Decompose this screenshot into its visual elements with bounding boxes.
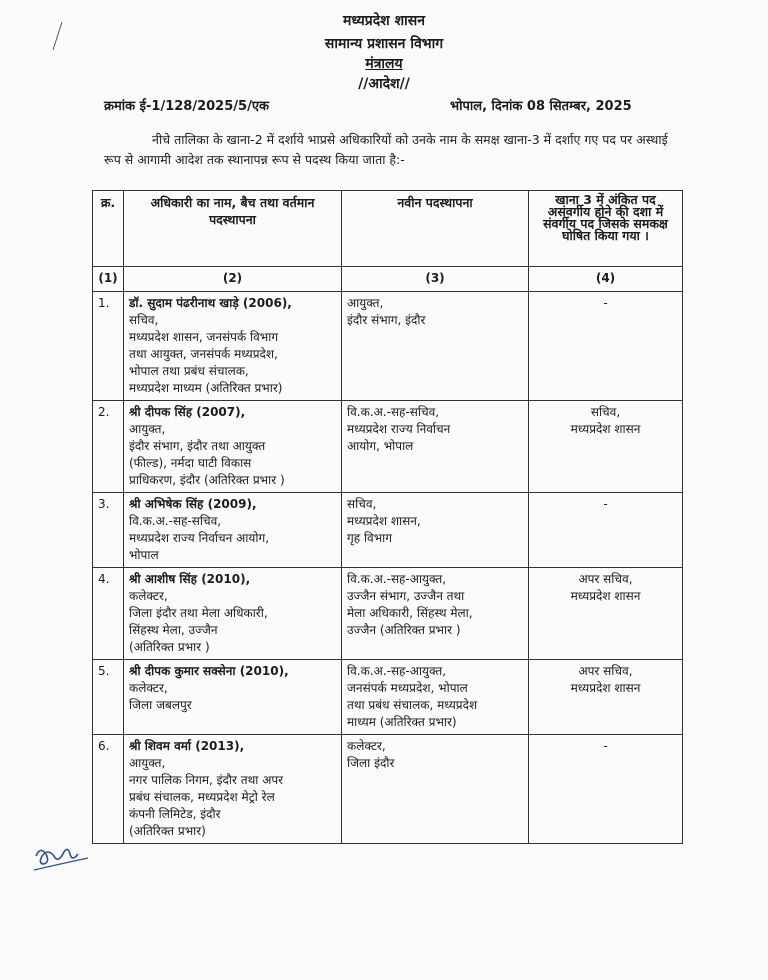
officer-cell <box>124 568 342 660</box>
new-posting-line: मध्यप्रदेश शासन, <box>347 514 421 528</box>
new-posting-line: सचिव, <box>347 497 377 511</box>
column-number: (2) <box>124 267 342 292</box>
current-posting-line: कलेक्टर, <box>129 681 168 695</box>
officer-cell <box>124 493 342 568</box>
current-posting-line: (अतिरिक्त प्रभार) <box>129 824 206 838</box>
table-row <box>93 292 683 401</box>
header-order: //आदेश// <box>358 76 410 92</box>
place-date: भोपाल, दिनांक 08 सितम्बर, 2025 <box>450 99 632 114</box>
equivalent-post-line: अपर सचिव, <box>578 664 633 678</box>
header-ministry: मंत्रालय <box>365 56 403 72</box>
current-posting-line: प्राधिकरण, इंदौर (अतिरिक्त प्रभार ) <box>129 473 285 487</box>
officer-cell <box>124 401 342 493</box>
current-posting-line: (फील्ड), नर्मदा घाटी विकास <box>129 456 252 470</box>
officer-name: श्री दीपक सिंह (2007), <box>129 405 246 419</box>
new-posting-cell <box>342 568 529 660</box>
officer-name: श्री दीपक कुमार सक्सेना (2010), <box>129 664 289 678</box>
row-serial: 1. <box>93 292 124 401</box>
equivalent-post-line: मध्यप्रदेश शासन <box>570 422 641 436</box>
officer-cell <box>124 660 342 735</box>
equivalent-post-cell <box>529 568 683 660</box>
new-posting-line: कलेक्टर, <box>347 739 386 753</box>
officer-name: श्री अभिषेक सिंह (2009), <box>129 497 257 511</box>
order-number: क्रमांक ई-1/128/2025/5/एक <box>104 99 269 114</box>
equivalent-post-cell <box>529 493 683 568</box>
header-new-posting: नवीन पदस्थापना <box>342 191 529 267</box>
current-posting-line: नगर पालिक निगम, इंदौर तथा अपर <box>129 773 284 787</box>
current-posting-line: प्रबंध संचालक, मध्यप्रदेश मेट्रो रेल <box>129 790 275 804</box>
new-posting-line: माध्यम (अतिरिक्त प्रभार) <box>347 715 457 729</box>
current-posting-line: मध्यप्रदेश माध्यम (अतिरिक्त प्रभार) <box>129 381 283 395</box>
equivalent-post-line: - <box>603 296 608 310</box>
new-posting-line: मेला अधिकारी, सिंहस्थ मेला, <box>347 606 473 620</box>
equivalent-post-line: अपर सचिव, <box>578 572 633 586</box>
table-row <box>93 660 683 735</box>
equivalent-post-line: सचिव, <box>590 405 621 419</box>
new-posting-line: उज्जैन (अतिरिक्त प्रभार ) <box>347 623 461 637</box>
new-posting-cell <box>342 735 529 844</box>
officer-name: श्री शिवम वर्मा (2013), <box>129 739 245 753</box>
header-department: सामान्य प्रशासन विभाग <box>324 36 444 52</box>
current-posting-line: भोपाल <box>129 548 159 562</box>
equivalent-post-cell <box>529 401 683 493</box>
officer-cell <box>124 735 342 844</box>
equivalent-post-cell <box>529 292 683 401</box>
officer-name: श्री आशीष सिंह (2010), <box>129 572 251 586</box>
table-row <box>93 401 683 493</box>
current-posting-line: (अतिरिक्त प्रभार ) <box>129 640 210 654</box>
new-posting-line: वि.क.अ.-सह-आयुक्त, <box>347 572 447 586</box>
equivalent-post-line: - <box>603 739 608 753</box>
signature-mark <box>30 834 94 880</box>
table-row <box>93 735 683 844</box>
officer-name: डॉ. सुदाम पंढरीनाथ खाड़े (2006), <box>129 296 292 310</box>
current-posting-line: सिंहस्थ मेला, उज्जैन <box>129 623 218 637</box>
new-posting-line: इंदौर संभाग, इंदौर <box>347 313 426 327</box>
header-officer: अधिकारी का नाम, बैच तथा वर्तमान पदस्थापना <box>124 191 342 267</box>
equivalent-post-cell <box>529 735 683 844</box>
current-posting-line: मध्यप्रदेश शासन, जनसंपर्क विभाग <box>129 330 279 344</box>
table-header-row <box>93 191 683 267</box>
current-posting-line: जिला जबलपुर <box>129 698 192 712</box>
current-posting-line: मध्यप्रदेश राज्य निर्वाचन आयोग, <box>129 531 270 545</box>
current-posting-line: वि.क.अ.-सह-सचिव, <box>129 514 222 528</box>
row-serial: 2. <box>93 401 124 493</box>
new-posting-line: उज्जैन संभाग, उज्जैन तथा <box>347 589 465 603</box>
posting-table <box>92 190 683 844</box>
new-posting-line: जनसंपर्क मध्यप्रदेश, भोपाल <box>347 681 468 695</box>
table-row <box>93 568 683 660</box>
current-posting-line: जिला इंदौर तथा मेला अधिकारी, <box>129 606 268 620</box>
column-number: (3) <box>342 267 529 292</box>
new-posting-line: मध्यप्रदेश राज्य निर्वाचन <box>347 422 451 436</box>
equivalent-post-cell <box>529 660 683 735</box>
new-posting-cell <box>342 493 529 568</box>
current-posting-line: आयुक्त, <box>129 756 166 770</box>
new-posting-line: वि.क.अ.-सह-सचिव, <box>347 405 440 419</box>
header-serial: क्र. <box>93 191 124 267</box>
row-serial: 5. <box>93 660 124 735</box>
current-posting-line: आयुक्त, <box>129 422 166 436</box>
column-number: (4) <box>529 267 683 292</box>
row-serial: 4. <box>93 568 124 660</box>
current-posting-line: कंपनी लिमिटेड, इंदौर <box>129 807 221 821</box>
column-number-row <box>93 267 683 292</box>
current-posting-line: कलेक्टर, <box>129 589 168 603</box>
new-posting-cell <box>342 292 529 401</box>
header-govt: मध्यप्रदेश शासन <box>343 13 425 29</box>
current-posting-line: भोपाल तथा प्रबंध संचालक, <box>129 364 249 378</box>
new-posting-line: गृह विभाग <box>347 531 393 545</box>
column-number: (1) <box>93 267 124 292</box>
equivalent-post-line: मध्यप्रदेश शासन <box>570 681 641 695</box>
current-posting-line: तथा आयुक्त, जनसंपर्क मध्यप्रदेश, <box>129 347 278 361</box>
new-posting-line: आयुक्त, <box>347 296 384 310</box>
intro-paragraph: नीचे तालिका के खाना-2 में दर्शाये भाप्रसे अधिकारियों को उनके नाम के समक्ष खाना-3 में दर्शाए गए पद पर अस्थाई रूप से आगामी आदेश तक स्थानापन्न रूप से पदस्थ किया जाता है:- <box>104 132 668 167</box>
table-row <box>93 493 683 568</box>
row-serial: 3. <box>93 493 124 568</box>
new-posting-cell <box>342 660 529 735</box>
header-equivalent-post: खाना 3 में अंकित पद असंवर्गीय होने की दशा में संवर्गीय पद जिसके समकक्ष घोषित किया गया । <box>529 191 683 267</box>
new-posting-line: आयोग, भोपाल <box>347 439 414 453</box>
current-posting-line: इंदौर संभाग, इंदौर तथा आयुक्त <box>129 439 266 453</box>
new-posting-line: जिला इंदौर <box>347 756 395 770</box>
row-serial: 6. <box>93 735 124 844</box>
equivalent-post-line: - <box>603 497 608 511</box>
new-posting-cell <box>342 401 529 493</box>
new-posting-line: वि.क.अ.-सह-आयुक्त, <box>347 664 447 678</box>
equivalent-post-line: मध्यप्रदेश शासन <box>570 589 641 603</box>
current-posting-line: सचिव, <box>129 313 159 327</box>
officer-cell <box>124 292 342 401</box>
new-posting-line: तथा प्रबंध संचालक, मध्यप्रदेश <box>347 698 478 712</box>
